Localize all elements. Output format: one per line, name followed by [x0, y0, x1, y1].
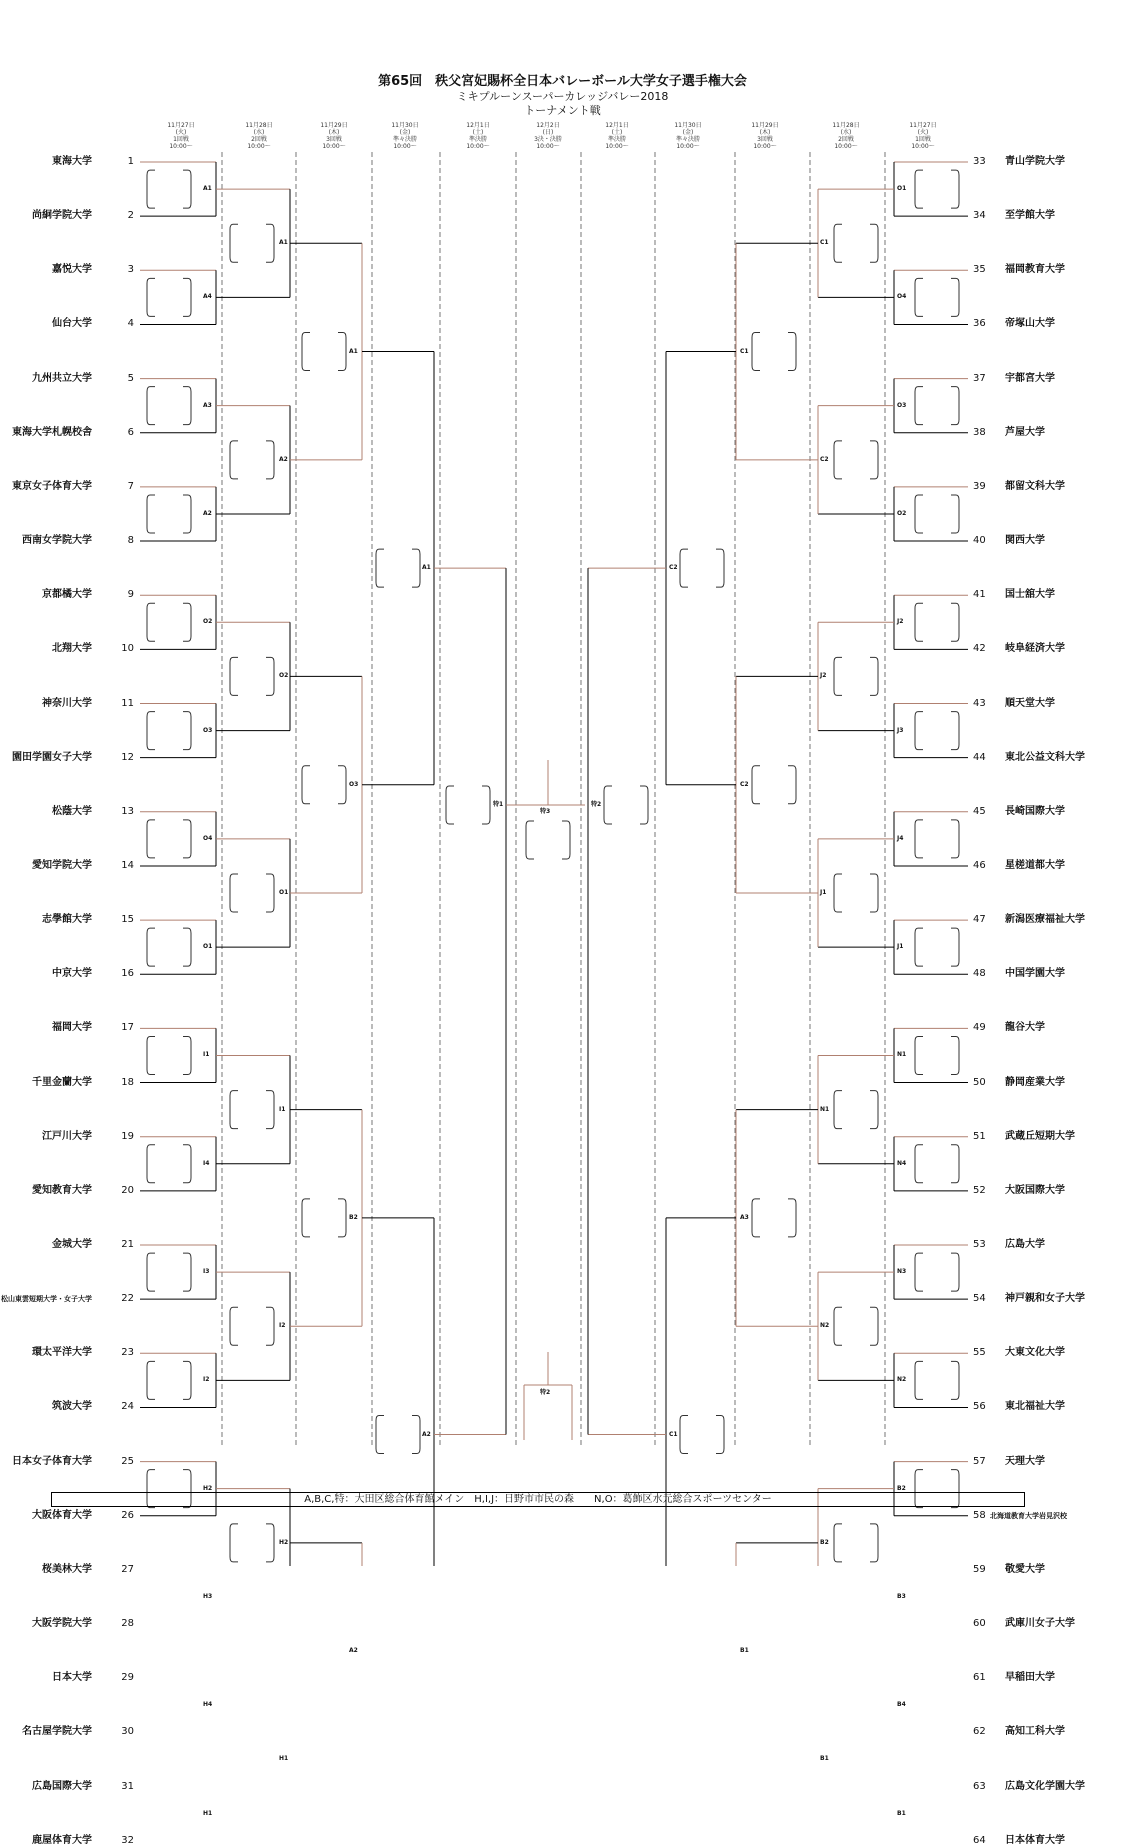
team-name: 高知工科大学 — [1005, 1726, 1065, 1738]
team-name: 福岡大学 — [52, 1022, 92, 1034]
score-box — [376, 549, 420, 587]
match-code: 特3 — [540, 808, 551, 815]
match-code: A3 — [740, 1213, 749, 1221]
score-box — [915, 1253, 959, 1291]
team-seed-number: 55 — [973, 1347, 986, 1359]
date-header: 11月30日 (金) 準々決勝 10:00〜 — [391, 122, 419, 150]
team-seed-number: 39 — [973, 480, 986, 492]
match-code: O1 — [203, 943, 213, 951]
match-code: H1 — [203, 1809, 213, 1817]
match-code: C1 — [669, 1430, 678, 1438]
team-name: 神奈川大学 — [42, 697, 92, 709]
team-name: 至学館大学 — [1005, 210, 1055, 222]
team-seed-number: 3 — [127, 264, 134, 276]
team-seed-number: 64 — [973, 1834, 986, 1846]
team-seed-number: 51 — [973, 1130, 986, 1142]
team-name: 日本体育大学 — [1005, 1834, 1065, 1846]
score-box — [604, 786, 648, 824]
match-code: A2 — [203, 509, 212, 517]
team-seed-number: 1 — [127, 156, 134, 167]
team-seed-number: 19 — [121, 1130, 134, 1142]
team-seed-number: 31 — [121, 1780, 134, 1792]
score-box — [915, 603, 959, 641]
page-subtitle-2: トーナメント戦 — [524, 104, 601, 117]
team-name: 広島文化学園大学 — [1005, 1780, 1085, 1792]
team-seed-number: 49 — [973, 1022, 986, 1034]
match-code: A2 — [422, 1430, 431, 1438]
team-name: 芦屋大学 — [1005, 426, 1045, 438]
match-code: A1 — [349, 347, 358, 355]
date-header: 11月29日 (木) 3回戦 10:00〜 — [751, 122, 779, 150]
score-box — [915, 712, 959, 750]
match-code: H2 — [203, 1484, 213, 1492]
team-seed-number: 41 — [973, 589, 986, 601]
team-seed-number: 38 — [973, 426, 986, 438]
match-code: O3 — [897, 401, 907, 409]
page-title: 第65回 秩父宮妃賜杯全日本バレーボール大学女子選手権大会 — [378, 74, 747, 89]
team-name: 大東文化大学 — [1005, 1347, 1065, 1359]
date-header: 12月2日 (日) 3決・決勝 10:00〜 — [534, 122, 562, 150]
score-box — [834, 441, 878, 479]
team-seed-number: 57 — [973, 1455, 986, 1467]
team-name: 長崎国際大学 — [1005, 805, 1065, 817]
score-box — [915, 278, 959, 316]
team-seed-number: 61 — [973, 1672, 986, 1684]
team-name: 新潟医療福祉大学 — [1005, 914, 1085, 926]
match-code: I4 — [203, 1159, 210, 1167]
score-box — [302, 1199, 346, 1237]
team-seed-number: 35 — [973, 264, 986, 276]
match-code: 特1 — [493, 801, 504, 808]
match-code: O3 — [203, 726, 213, 734]
team-name: 中京大学 — [52, 968, 92, 980]
team-seed-number: 8 — [127, 535, 134, 547]
score-box — [302, 333, 346, 371]
team-seed-number: 20 — [121, 1184, 134, 1196]
team-name: 東海大学札幌校舎 — [12, 426, 92, 438]
team-name: 尚絅学院大学 — [32, 210, 92, 222]
match-code: I1 — [203, 1051, 210, 1059]
match-code: B2 — [349, 1213, 358, 1221]
team-name: 中国学園大学 — [1005, 968, 1065, 980]
match-code: C1 — [740, 347, 749, 355]
team-seed-number: 6 — [127, 426, 134, 438]
score-box — [302, 766, 346, 804]
team-name: 天理大学 — [1005, 1455, 1045, 1467]
score-box — [147, 1036, 191, 1074]
team-seed-number: 18 — [121, 1076, 134, 1088]
match-code: C2 — [740, 780, 749, 788]
score-box — [834, 874, 878, 912]
score-box — [526, 821, 570, 859]
score-box — [915, 170, 959, 208]
score-box — [147, 1361, 191, 1399]
score-box — [834, 1091, 878, 1129]
match-code: C2 — [820, 455, 829, 463]
team-seed-number: 34 — [973, 210, 986, 222]
score-box — [230, 657, 274, 695]
team-seed-number: 14 — [121, 859, 134, 871]
match-code: H3 — [203, 1592, 213, 1600]
team-name: 日本女子体育大学 — [12, 1455, 92, 1467]
date-header: 11月27日 (火) 1回戦 10:00〜 — [167, 122, 195, 150]
match-code: 特2 — [591, 801, 602, 808]
score-box — [147, 928, 191, 966]
team-seed-number: 33 — [973, 156, 986, 167]
match-code: C2 — [669, 564, 678, 572]
team-name: 京都橘大学 — [42, 589, 92, 601]
score-box — [147, 603, 191, 641]
team-name: 愛知学院大学 — [32, 859, 92, 871]
team-name: 広島国際大学 — [32, 1780, 92, 1792]
match-code: J1 — [897, 943, 904, 951]
team-name: 国士舘大学 — [1005, 589, 1055, 601]
match-code: A1 — [422, 564, 431, 572]
score-box — [915, 387, 959, 425]
match-code: A1 — [203, 185, 212, 193]
team-seed-number: 60 — [973, 1618, 986, 1630]
team-seed-number: 50 — [973, 1076, 986, 1088]
score-box — [147, 1253, 191, 1291]
team-name: 龍谷大学 — [1005, 1022, 1045, 1034]
match-code: B3 — [897, 1592, 906, 1600]
team-seed-number: 29 — [121, 1672, 134, 1684]
match-code: N4 — [897, 1159, 907, 1167]
score-box — [230, 1307, 274, 1345]
match-code: O1 — [279, 889, 289, 897]
match-code: 特2 — [540, 1389, 551, 1396]
team-name: 福岡教育大学 — [1005, 264, 1065, 276]
match-code: B1 — [740, 1647, 749, 1655]
team-seed-number: 24 — [121, 1401, 134, 1413]
team-seed-number: 48 — [973, 968, 986, 980]
team-name: 嘉悦大学 — [52, 264, 92, 276]
match-code: B1 — [820, 1755, 829, 1763]
team-seed-number: 9 — [127, 589, 134, 601]
score-box — [915, 1361, 959, 1399]
team-seed-number: 26 — [121, 1509, 134, 1521]
score-box — [915, 1145, 959, 1183]
score-box — [834, 1307, 878, 1345]
team-name: 都留文科大学 — [1005, 480, 1065, 492]
match-code: O3 — [349, 780, 359, 788]
team-name: 筑波大学 — [52, 1401, 92, 1413]
team-name: 青山学院大学 — [1005, 156, 1065, 167]
team-name: 千里金蘭大学 — [32, 1076, 92, 1088]
match-code: I3 — [203, 1268, 210, 1276]
team-name: 関西大学 — [1005, 535, 1045, 547]
team-name: 東北公益文科大学 — [1005, 751, 1085, 763]
team-name: 金城大学 — [52, 1239, 92, 1250]
team-seed-number: 23 — [121, 1347, 134, 1359]
team-name: 大阪体育大学 — [32, 1509, 92, 1521]
score-box — [230, 224, 274, 262]
team-seed-number: 22 — [121, 1293, 134, 1305]
team-seed-number: 45 — [973, 805, 986, 817]
team-seed-number: 53 — [973, 1239, 986, 1250]
team-seed-number: 12 — [121, 751, 134, 763]
match-code: B2 — [897, 1484, 906, 1492]
score-box — [147, 387, 191, 425]
match-code: N2 — [820, 1322, 830, 1330]
team-name: 環太平洋大学 — [32, 1347, 92, 1359]
team-name: 神戸親和女子大学 — [1005, 1293, 1085, 1305]
team-name: 鹿屋体育大学 — [32, 1834, 92, 1846]
match-code: B4 — [897, 1701, 906, 1709]
team-seed-number: 13 — [121, 805, 134, 817]
team-name: 東海大学 — [52, 156, 92, 167]
team-seed-number: 25 — [121, 1455, 134, 1467]
team-name: 東京女子体育大学 — [12, 480, 92, 492]
team-name: 江戸川大学 — [42, 1130, 92, 1142]
team-name: 志學館大学 — [42, 914, 92, 926]
score-box — [680, 549, 724, 587]
score-box — [147, 495, 191, 533]
team-seed-number: 43 — [973, 697, 986, 709]
team-name: 北翔大学 — [52, 643, 92, 655]
match-code: N3 — [897, 1268, 907, 1276]
date-header: 11月30日 (金) 準々決勝 10:00〜 — [674, 122, 702, 150]
team-seed-number: 63 — [973, 1780, 986, 1792]
score-box — [147, 170, 191, 208]
match-code: J4 — [897, 834, 904, 842]
team-name: 北海道教育大学岩見沢校 — [990, 1511, 1067, 1520]
team-name: 大阪国際大学 — [1005, 1184, 1065, 1196]
team-seed-number: 54 — [973, 1293, 986, 1305]
score-box — [752, 1199, 796, 1237]
score-box — [834, 1524, 878, 1562]
match-code: A4 — [203, 293, 212, 301]
team-name: 敬愛大学 — [1005, 1563, 1045, 1575]
team-seed-number: 56 — [973, 1401, 986, 1413]
team-name: 東北福祉大学 — [1005, 1401, 1065, 1413]
match-code: H1 — [279, 1755, 289, 1763]
match-code: I2 — [203, 1376, 210, 1384]
score-box — [147, 820, 191, 858]
team-name: 桜美林大学 — [42, 1563, 92, 1575]
score-box — [147, 1145, 191, 1183]
team-name: 日本大学 — [52, 1672, 92, 1684]
team-name: 愛知教育大学 — [32, 1184, 92, 1196]
date-header: 12月1日 (土) 準決勝 10:00〜 — [605, 122, 629, 150]
match-code: O1 — [897, 185, 907, 193]
match-code: O4 — [897, 293, 907, 301]
team-seed-number: 62 — [973, 1726, 986, 1738]
match-code: J2 — [897, 618, 904, 626]
team-seed-number: 58 — [973, 1509, 986, 1521]
team-name: 大阪学院大学 — [32, 1618, 92, 1630]
match-code: O2 — [279, 672, 289, 680]
score-box — [230, 1091, 274, 1129]
match-code: J2 — [820, 672, 827, 680]
score-box — [147, 278, 191, 316]
team-name: 園田学園女子大学 — [12, 751, 92, 763]
date-header: 12月1日 (土) 準決勝 10:00〜 — [466, 122, 490, 150]
team-seed-number: 10 — [121, 643, 134, 655]
team-name: 名古屋学院大学 — [22, 1726, 92, 1738]
match-code: O2 — [897, 509, 907, 517]
match-code: A3 — [203, 401, 212, 409]
match-code: J3 — [897, 726, 904, 734]
score-box — [230, 874, 274, 912]
score-box — [752, 333, 796, 371]
match-code: N2 — [897, 1376, 907, 1384]
team-seed-number: 37 — [973, 372, 986, 384]
date-header: 11月28日 (水) 2回戦 10:00〜 — [832, 122, 860, 150]
team-seed-number: 11 — [121, 697, 134, 709]
team-seed-number: 7 — [127, 480, 134, 492]
date-header: 11月28日 (水) 2回戦 10:00〜 — [245, 122, 273, 150]
team-seed-number: 17 — [121, 1022, 134, 1034]
match-code: H2 — [279, 1538, 289, 1546]
team-name: 岐阜経済大学 — [1005, 643, 1065, 655]
score-box — [446, 786, 490, 824]
date-header: 11月29日 (木) 3回戦 10:00〜 — [320, 122, 348, 150]
match-code: A2 — [279, 455, 288, 463]
team-seed-number: 27 — [121, 1563, 134, 1575]
team-seed-number: 59 — [973, 1563, 986, 1575]
team-name: 星槎道都大学 — [1005, 859, 1065, 871]
team-seed-number: 32 — [121, 1834, 134, 1846]
team-seed-number: 36 — [973, 318, 986, 330]
team-seed-number: 15 — [121, 914, 134, 926]
team-seed-number: 16 — [121, 968, 134, 980]
team-seed-number: 2 — [127, 210, 134, 222]
team-seed-number: 30 — [121, 1726, 134, 1738]
score-box — [915, 820, 959, 858]
match-code: A2 — [349, 1647, 358, 1655]
score-box — [147, 712, 191, 750]
match-code: H4 — [203, 1701, 213, 1709]
team-seed-number: 42 — [973, 643, 986, 655]
score-box — [752, 766, 796, 804]
match-code: N1 — [820, 1105, 830, 1113]
team-name: 武庫川女子大学 — [1005, 1618, 1075, 1630]
team-name: 松蔭大学 — [52, 805, 92, 817]
match-code: B2 — [820, 1538, 829, 1546]
score-box — [376, 1416, 420, 1454]
score-box — [230, 441, 274, 479]
team-name: 帝塚山大学 — [1005, 318, 1055, 330]
match-code: B1 — [897, 1809, 906, 1817]
match-code: I1 — [279, 1105, 286, 1113]
team-name: 武蔵丘短期大学 — [1005, 1130, 1075, 1142]
team-seed-number: 44 — [973, 751, 986, 763]
team-seed-number: 5 — [127, 372, 134, 384]
match-code: O4 — [203, 834, 213, 842]
team-name: 広島大学 — [1005, 1239, 1045, 1250]
match-code: A1 — [279, 239, 288, 247]
match-code: I2 — [279, 1322, 286, 1330]
venue-footer: A,B,C,特：大田区総合体育館メイン H,I,J：日野市市民の森 N,O：葛飾区水元総合スポーツセンター — [51, 1492, 1025, 1507]
score-box — [915, 1036, 959, 1074]
team-seed-number: 28 — [121, 1618, 134, 1630]
team-name: 順天堂大学 — [1005, 697, 1055, 709]
score-box — [680, 1416, 724, 1454]
score-box — [834, 224, 878, 262]
team-name: 松山東雲短期大学・女子大学 — [1, 1295, 92, 1304]
match-code: J1 — [820, 889, 827, 897]
page-subtitle: ミキプルーンスーパーカレッジバレー2018 — [456, 90, 669, 103]
team-name: 宇都宮大学 — [1005, 372, 1055, 384]
score-box — [915, 928, 959, 966]
score-box — [834, 657, 878, 695]
match-code: O2 — [203, 618, 213, 626]
team-name: 西南女学院大学 — [22, 535, 92, 547]
team-name: 早稲田大学 — [1005, 1672, 1055, 1684]
team-seed-number: 40 — [973, 535, 986, 547]
team-seed-number: 21 — [121, 1239, 134, 1250]
date-header: 11月27日 (火) 1回戦 10:00〜 — [909, 122, 937, 150]
match-code: N1 — [897, 1051, 907, 1059]
team-seed-number: 46 — [973, 859, 986, 871]
team-seed-number: 52 — [973, 1184, 986, 1196]
score-box — [915, 495, 959, 533]
team-seed-number: 4 — [127, 318, 134, 330]
team-name: 仙台大学 — [52, 318, 92, 330]
team-name: 九州共立大学 — [32, 372, 92, 384]
score-box — [230, 1524, 274, 1562]
team-seed-number: 47 — [973, 914, 986, 926]
match-code: C1 — [820, 239, 829, 247]
team-name: 静岡産業大学 — [1005, 1076, 1065, 1088]
